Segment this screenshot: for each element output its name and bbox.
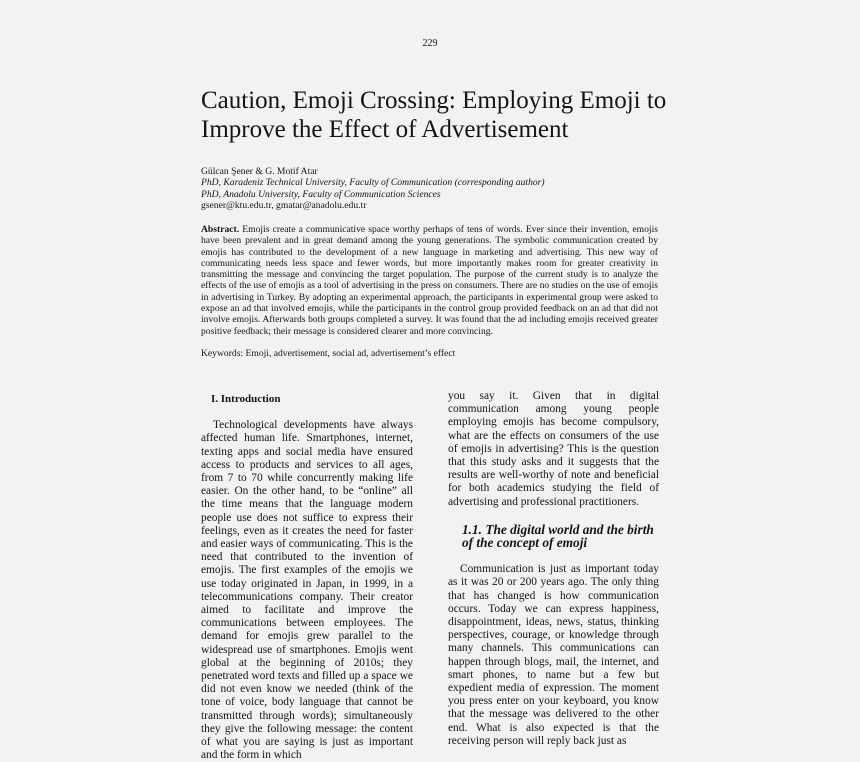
author-affiliation-2: PhD, Anadolu University, Faculty of Communication Sciences xyxy=(201,188,441,200)
abstract-text: Emojis create a communicative space worthy perhaps of tens of words. Ever since their invention, emojis have been prevalent and in great demand among the young generations. The symbolic communication created by emojis has contributed to the development of a new language in marketing and advertising. This new way of communicating needs less space and fewer words, but more importantly makes room for greater creativity in transmitting the message and convincing the target population. The purpose of the current study is to analyze the effects of the use of emojis as a tool of advertising in the press on consumers. There are no studies on the use of emojis in advertising in Turkey. By adopting an experimental approach, the participants in experimental group were asked to expose an ad that involved emojis, while the participants in the control group provided feedback on an ad that did not involve emojis. Afterwards both groups completed a survey. It was found that the ad including emojis received greater positive feedback; their message is considered clearer and more convincing. xyxy=(201,224,658,337)
subsection-heading-digital-world: 1.1. The digital world and the birth of the concept of emoji xyxy=(462,521,654,551)
abstract-label: Abstract. xyxy=(201,224,240,235)
left-column xyxy=(201,393,413,762)
intro-paragraph-1-continued: you say it. Given that in digital communication among young people employing emojis has become compulsory, what are the effects on consumers of the use of emojis in advertising? This is the question that this study asks and it suggests that the results are well-worthy of note and beneficial for both academics studying the field of advertising and professional practitioners. xyxy=(448,390,659,508)
right-column xyxy=(448,390,659,748)
affiliation-1-note: (corresponding author) xyxy=(454,177,545,189)
author-affiliation-1 xyxy=(201,177,621,188)
keywords: Keywords: Emoji, advertisement, social ad, advertisement’s effect xyxy=(201,348,456,359)
author-emails: gsener@ktu.edu.tr, gmatar@anadolu.edu.tr xyxy=(201,199,367,211)
paper-title: Caution, Emoji Crossing: Employing Emoji to Improve the Effect of Advertisement xyxy=(201,87,667,143)
subsection-paragraph-1: Communication is just as important today as it was 20 or 200 years ago. The only thing that has changed is how communication occurs. Today we can express happiness, disappointment, ideas, news, status, thinking perspectives, courage, or knowledge through many channels. This communications can happen through blogs, mail, the internet, and smart phones, to name but a few but expedient media of expression. The moment you press enter on your keyboard, you know that the message was delivered to the other end. What is also expected is that the receiving person will reply back just as xyxy=(448,563,659,747)
abstract xyxy=(201,224,658,337)
author-block xyxy=(201,166,621,211)
section-heading-introduction: I. Introduction xyxy=(211,393,281,405)
author-names: Gülcan Şener & G. Motif Atar xyxy=(201,166,318,177)
intro-paragraph-1: Technological developments have always affected human life. Smartphones, internet, texting apps and social media have ensured access to products and services to all ages, from 7 to 70 while concurrently making life easier. On the other hand, to be “online” all the time means that the language modern people use does not suffice to express their feelings, even as it creates the need for faster and easier ways of communicating. This is the need that contributed to the invention of emojis. The first examples of the emojis we use today originated in Japan, in 1999, in a telecommunications company. Their creator aimed to facilitate and improve the communications between employees. The demand for emojis grew parallel to the widespread use of smartphones. Emojis went global at the beginning of 2010s; they penetrated word texts and filled up a space we did not even know we needed (think of the tone of voice, body language that cannot be transmitted through words); simultaneously they give the following message: the content of what you are saying is just as important and the form in which xyxy=(201,419,413,762)
affiliation-1-text: PhD, Karadeniz Technical University, Faculty of Communication xyxy=(201,177,453,189)
page-number: 229 xyxy=(422,38,438,49)
